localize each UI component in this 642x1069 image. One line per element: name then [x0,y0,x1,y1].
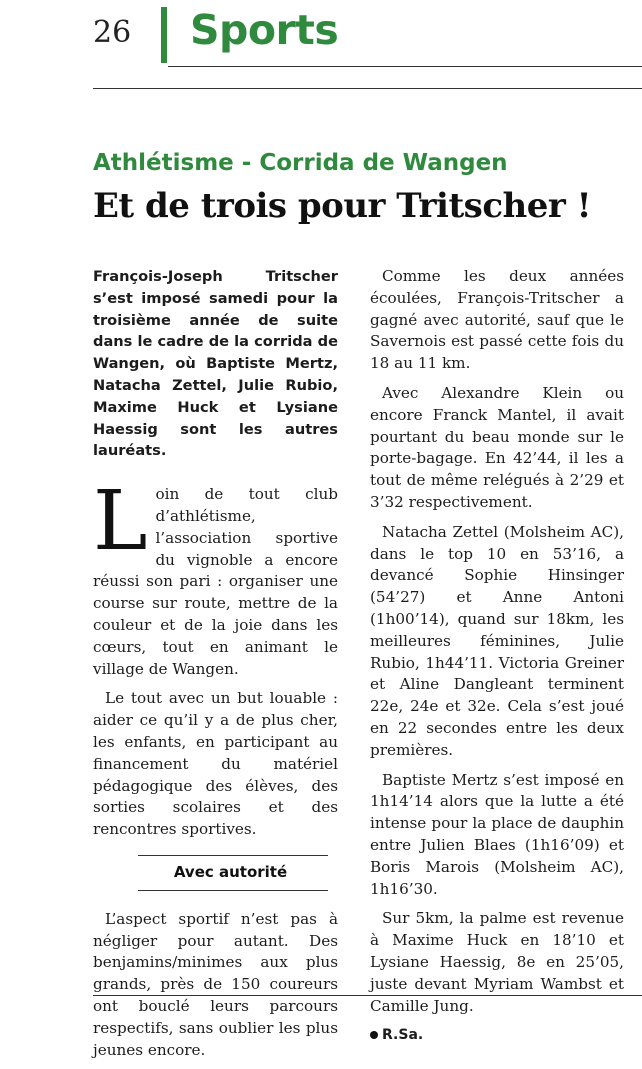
dropcap: L [93,474,148,570]
paragraph-5: Avec Alexandre Klein ou encore Franck Mantel, il avait pourtant du beau monde sur le porte-bagage. En 42’44, il les a tout de même relégués à 2’29 et 3’32 respectivement. [370,383,624,511]
paragraph-3: L’aspect sportif n’est pas à négliger pour autant. Des benjamins/minimes aux plus grands, près de 150 coureurs ont bouclé leurs parcours respectifs, sans oublier les plus jeunes encore. [93,909,338,1059]
paragraph-1-text: oin de tout club d’athlétisme, l’association sportive du vignoble a encore réussi son pari : organiser une course sur route, mettre de la couleur et de la joie dans les cœurs, tout en animant le village de Wangen. [93,485,338,678]
article-lead: François-Joseph Tritscher s’est imposé samedi pour la troisième année de suite dans le cadre de la corrida de Wangen, où Baptiste Mertz, Natacha Zettel, Julie Rubio, Maxime Huck et Lysiane Haessig sont les autres lauréats. [93,268,338,460]
subhead: Avec autorité [173,862,288,881]
column-right [370,266,624,1047]
article-kicker: Athlétisme - Corrida de Wangen [93,150,508,176]
paragraph-7: Baptiste Mertz s’est imposé en 1h14’14 alors que la lutte a été intense pour la place de dauphin entre Julien Blaes (1h16’09) et Boris Marois (Molsheim AC), 1h16’30. [370,770,624,898]
article-headline: Et de trois pour Tritscher ! [93,186,592,226]
section-name: Sports [190,6,339,54]
subhead-block [93,855,338,891]
paragraph-6: Natacha Zettel (Molsheim AC), dans le top 10 en 53’16, a devancé Sophie Hinsinger (54’27) et Anne Antoni (1h00’14), quand sur 18km, les meilleures féminines, Julie Rubio, 1h44’11. Victoria Greiner et Aline Dangleant terminent 22e, 24e et 32e. Cela s’est joué en 22 secondes entre les deux premières. [370,522,624,759]
page-number: 26 [93,15,132,50]
subhead-rule-bottom [138,890,328,891]
signature-text: R.Sa. [382,1027,424,1044]
paragraph-8: Sur 5km, la palme est revenue à Maxime Huck en 18’10 et Lysiane Haessig, 8e en 25’05, juste devant Myriam Wambst et Camille Jung. [370,909,624,1015]
paragraph-1 [93,474,338,680]
column-left [93,266,338,1069]
paragraph-4: Comme les deux années écoulées, François-Tritscher a gagné avec autorité, sauf que le Savernois est passé cette fois du 18 au 11 km. [370,267,624,373]
bottom-rule [93,995,642,996]
paragraph-2: Le tout avec un but louable : aider ce qu’il y a de plus cher, les enfants, en participant au financement du matériel pédagogique des élèves, des sorties scolaires et des rencontres sportives. [93,689,338,839]
header-rule-top [168,66,642,67]
signature [370,1025,624,1047]
section-bar [161,7,167,63]
bullet-icon [370,1031,378,1039]
header-rule [93,88,642,89]
